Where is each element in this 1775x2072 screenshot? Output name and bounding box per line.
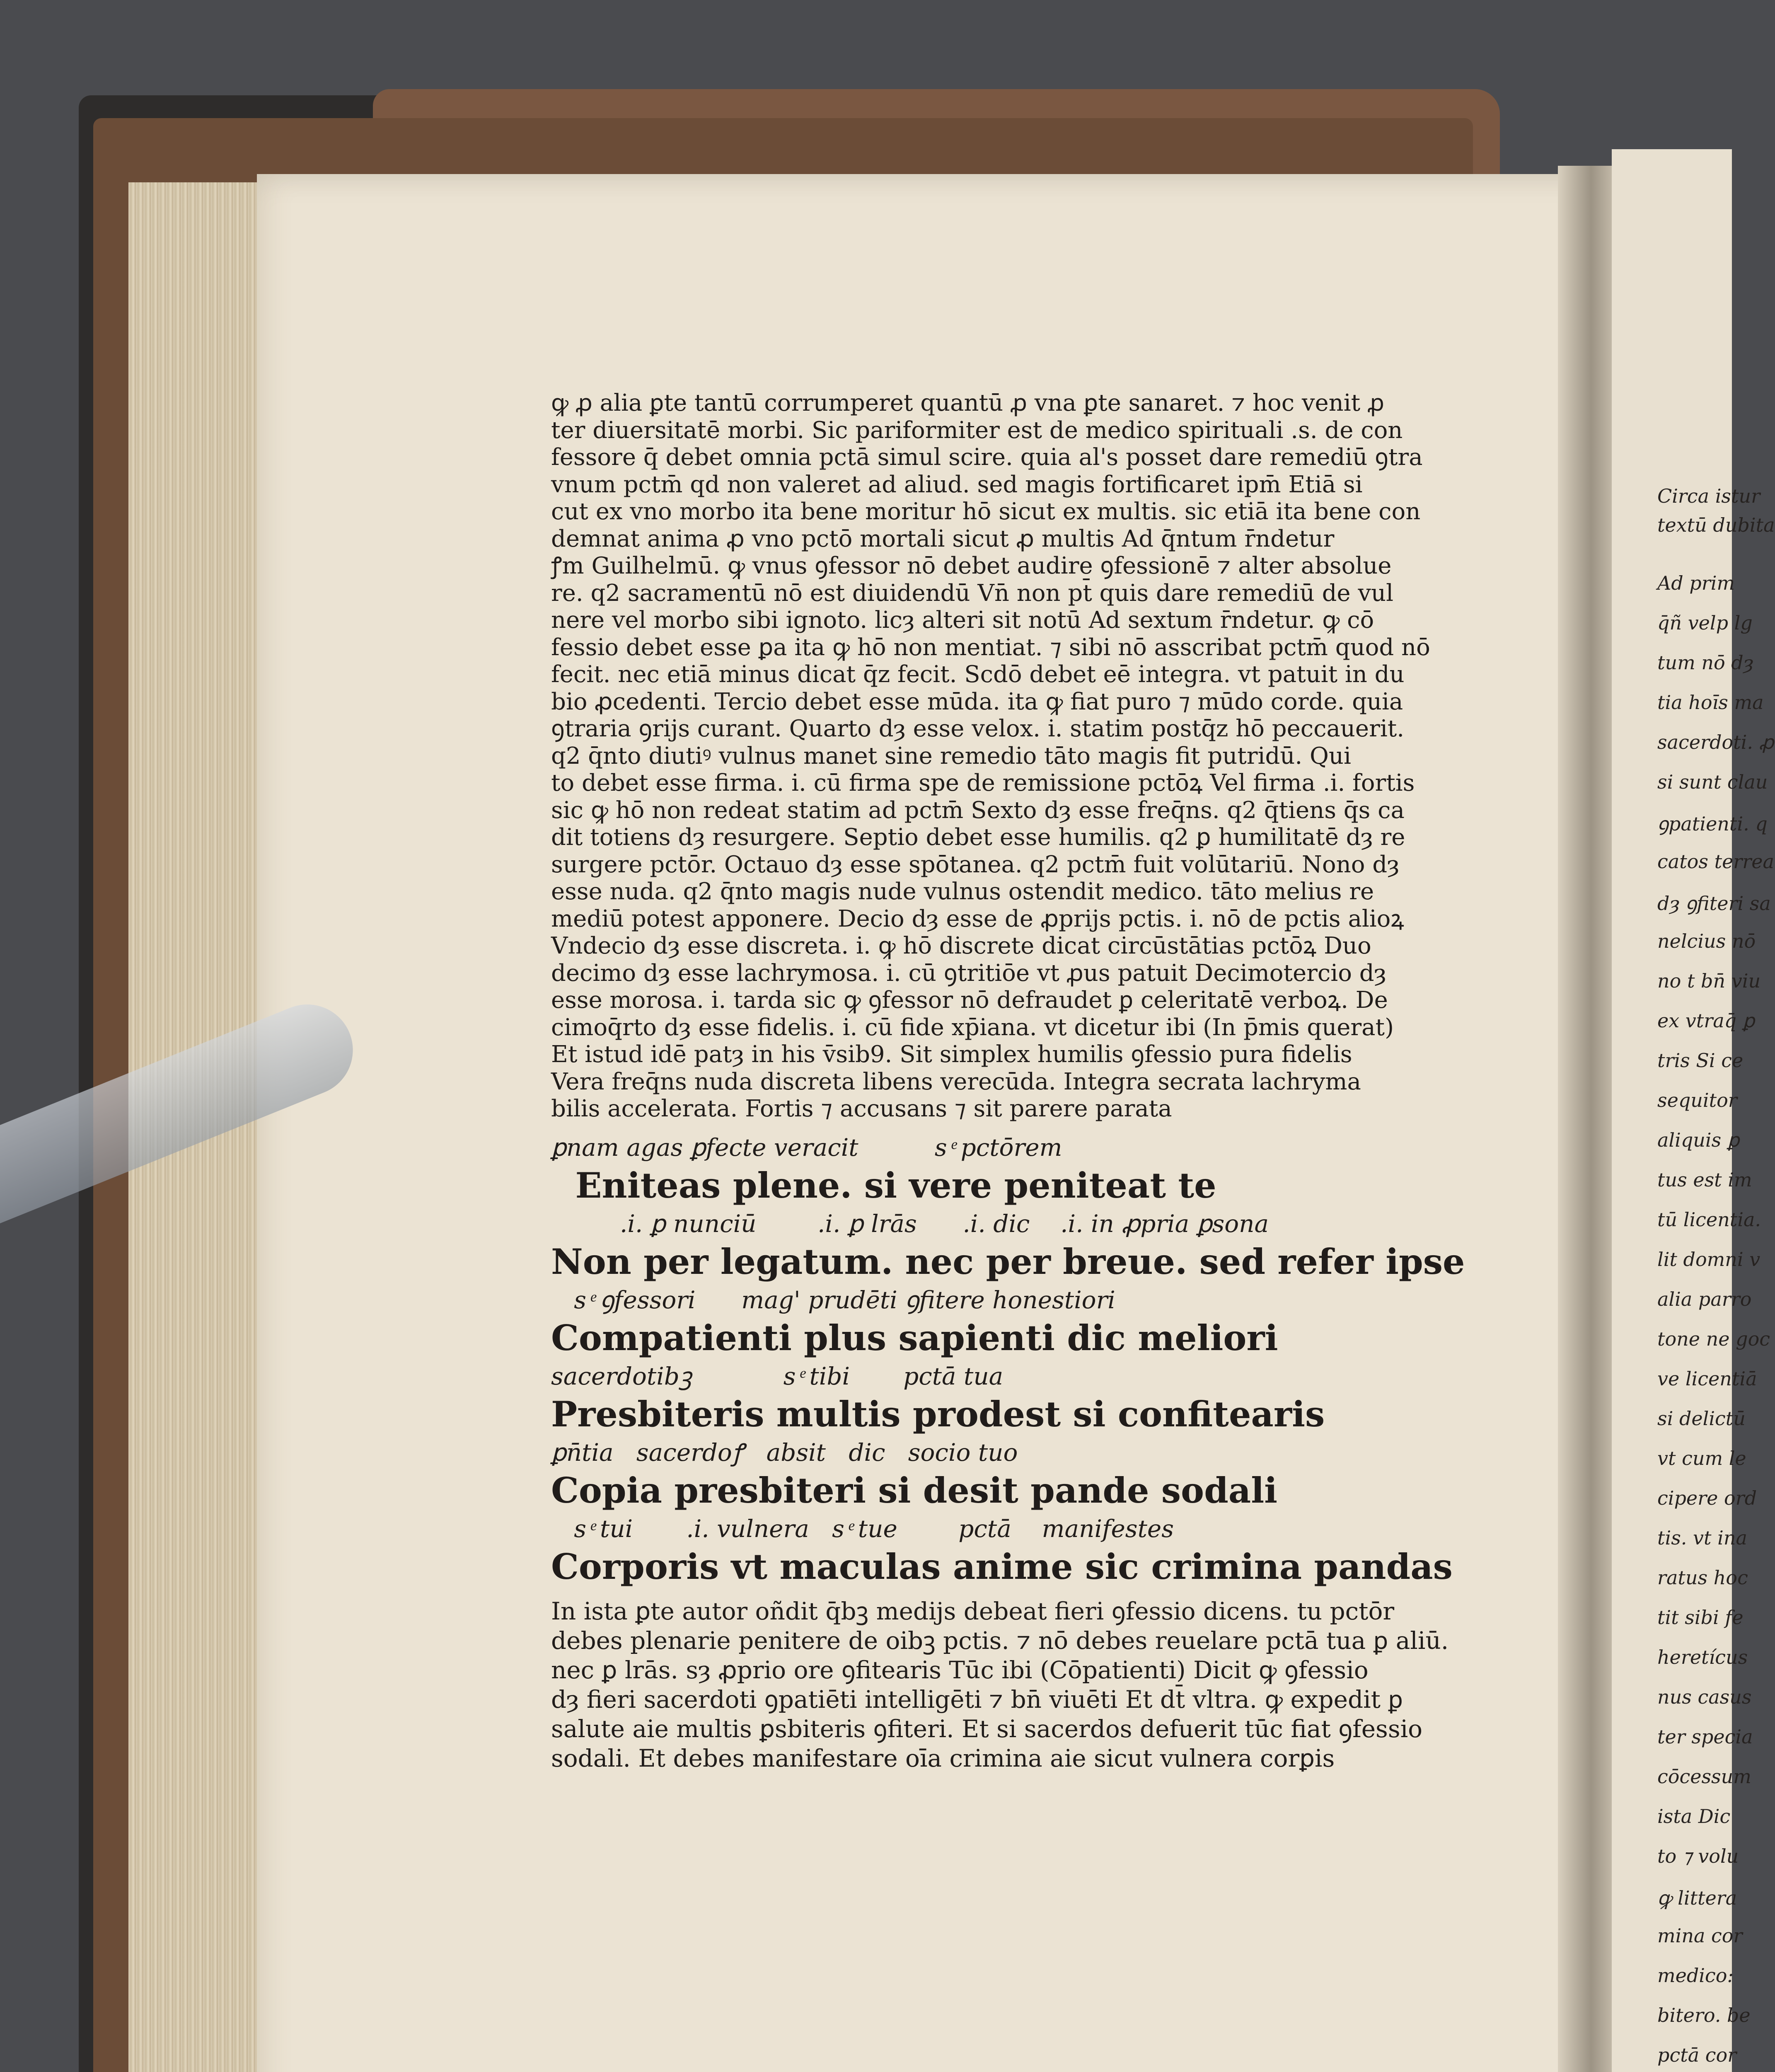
verse-line: Non per legatum. nec per breue. sed refer ipse [551, 1241, 1465, 1282]
right-page-fragment: medico: [1657, 1964, 1734, 1987]
commentary-top-line: mediū potest apponere. Decio dȝ esse de ꝓprijs pctis. i. nō de pctis alioꝝ [551, 905, 1404, 932]
right-page-fragment: ter specia [1657, 1726, 1753, 1748]
right-page-fragment: cipere ord [1657, 1487, 1757, 1509]
right-page-fragment: heretícus [1657, 1646, 1748, 1668]
commentary-bottom [551, 1597, 1449, 1773]
interlinear-gloss: s ͤ ꝯfessori mag' prudēti ꝯfitere honestiori [551, 1285, 1115, 1314]
commentary-top-line: fessore q̄ debet omnia pctā simul scire. quia al's posset dare remediū ꝯtra [551, 444, 1423, 471]
commentary-bottom-line: In ista ꝑte autor oñdit q̄bꝫ medijs debeat fieri ꝯfessio dicens. tu pctōr [551, 1597, 1395, 1625]
right-page-fragment: tia hoīs ma [1657, 691, 1764, 714]
commentary-top-line: to debet esse firma. i. cū firma spe de remissione pctōꝝ Vel firma .i. fortis [551, 770, 1415, 796]
commentary-top-line: cut ex vno morbo ita bene moritur hō sicut ex multis. sic etiā ita bene con [551, 498, 1421, 525]
commentary-top-line: decimo dȝ esse lachrymosa. i. cū ꝯtritiōe vt ꝓus patuit Decimotercio dȝ [551, 959, 1386, 987]
right-page-fragment: tone ne goc [1657, 1328, 1770, 1350]
commentary-top-line: dit totiens dȝ resurgere. Septio debet esse humilis. q2 ꝑ humilitatē dȝ re [551, 824, 1405, 851]
commentary-top-line: fecit. nec etiā minus dicat q̄z fecit. Scdō debet eē integra. vt patuit in du [551, 661, 1405, 688]
commentary-top-line: esse nuda. q2 q̄nto magis nude vulnus ostendit medico. tāto melius re [551, 878, 1374, 905]
commentary-top-line: esse morosa. i. tarda sic ꝙ ꝯfessor nō defraudet ꝑ celeritatē verboꝝ. De [551, 987, 1388, 1014]
right-page-fragment: nus casus [1657, 1686, 1752, 1708]
verse-line: Presbiteris multis prodest si confitearis [551, 1393, 1325, 1435]
right-page-fragment: q̄ñ velp lg [1657, 612, 1753, 634]
right-page-fragment: alia parro [1657, 1288, 1752, 1310]
right-page [1612, 149, 1775, 2072]
right-page-fragment: sequitor [1657, 1089, 1737, 1111]
interlinear-gloss: ꝑnam agas ꝑfecte veracit s ͤ pctōrem [551, 1133, 1062, 1162]
right-page-fragment: ꝙ littera [1657, 1887, 1737, 1909]
right-page-fragment: tum nō dȝ [1657, 651, 1753, 674]
commentary-top-line: ꝙ ꝓ alia ꝑte tantū corrumperet quantū ꝓ vna ꝑte sanaret. ⁊ hoc venit ꝓ [551, 390, 1384, 416]
commentary-top-line: q2 q̄nto diutiꝰ vulnus manet sine remedio tāto magis fit putridū. Qui [551, 742, 1351, 770]
main-text-block [551, 390, 1465, 1773]
commentary-top-line: ꝯtraria ꝯrijs curant. Quarto dȝ esse velox. i. statim postq̄z hō peccauerit. [551, 715, 1405, 742]
right-page-fragment: textū dubita [1657, 514, 1775, 536]
verse-line: Copia presbiteri si desit pande sodali [551, 1469, 1278, 1511]
commentary-top [551, 390, 1429, 1123]
interlinear-gloss: s ͤ tui .i. vulnera s ͤ tue pctā manifestes [551, 1514, 1174, 1543]
right-page-fragment: cōcessum [1657, 1765, 1751, 1788]
right-page-fragment: pctā cor [1657, 2044, 1737, 2066]
commentary-top-line: ꝭm Guilhelmū. ꝙ vnus ꝯfessor nō debet audire ꝯfessionē ⁊ alter absolue [551, 552, 1392, 579]
right-page-fragment: Circa istur [1657, 485, 1760, 507]
right-page-fragment: tris Si ce [1657, 1049, 1744, 1072]
commentary-top-line: sic ꝙ hō non redeat statim ad pctm̄ Sexto dȝ esse freq̄ns. q2 q̄tiens q̄s ca [551, 796, 1405, 824]
commentary-bottom-line: sodali. Et debes manifestare oīa crimina aie sicut vulnera corꝑis [551, 1744, 1335, 1772]
commentary-top-line: re. q2 sacramentū nō est diuidendū Vn̄ non pt̄ quis dare remediū de vul [551, 579, 1393, 607]
verse-line: Eniteas plene. si vere peniteat te [551, 1164, 1216, 1206]
right-page-fragment: aliquis ꝑ [1657, 1129, 1740, 1151]
commentary-top-line: surgere pctōr. Octauo dȝ esse spōtanea. q2 pctm̄ fuit volūtariū. Nono dȝ [551, 851, 1400, 878]
right-page-fragment: si delictū [1657, 1407, 1746, 1430]
commentary-bottom-line: dȝ fieri sacerdoti ꝯpatiēti intelligēti ⁊ bn̄ viuēti Et dt̄ vltra. ꝙ expedit ꝑ [551, 1685, 1403, 1714]
commentary-top-line: Vndecio dȝ esse discreta. i. ꝙ hō discrete dicat circūstātias pctōꝝ Duo [551, 932, 1371, 959]
right-page-fragment: vt cum le [1657, 1447, 1746, 1469]
commentary-bottom-line: nec ꝑ lrās. sȝ ꝓprio ore ꝯfitearis Tūc ibi (Cōpatienti) Dicit ꝙ ꝯfessio [551, 1656, 1369, 1684]
right-page-fragment: dȝ ꝯfiteri sa [1657, 892, 1771, 915]
interlinear-gloss: .i. ꝑ nunciū .i. ꝑ lrās .i. dic .i. in ꝓpria ꝑsona [551, 1209, 1269, 1238]
interlinear-gloss: sacerdotibꝫ s ͤ tibi pctā tua [551, 1362, 1004, 1390]
commentary-top-line: bilis accelerata. Fortis ⁊ accusans ⁊ sit parere parata [551, 1095, 1172, 1122]
right-page-fragment: tis. vt ina [1657, 1527, 1747, 1549]
commentary-bottom-line: salute aie multis ꝑsbiteris ꝯfiteri. Et si sacerdos defuerit tūc fiat ꝯfessio [551, 1714, 1423, 1743]
right-page-fragment: to ⁊ volu [1657, 1845, 1739, 1867]
commentary-top-line: bio ꝓcedenti. Tercio debet esse mūda. ita ꝙ fiat puro ⁊ mūdo corde. quia [551, 688, 1403, 715]
verse-line: Corporis vt maculas anime sic crimina pandas [551, 1546, 1453, 1587]
right-page-fragment: nelcius nō [1657, 930, 1756, 952]
commentary-top-line: demnat anima ꝓ vno pctō mortali sicut ꝓ multis Ad q̄ntum r̄ndetur [551, 525, 1335, 552]
right-page-fragment: si sunt clau [1657, 771, 1768, 793]
right-page-fragment: ve licentiā [1657, 1368, 1757, 1390]
right-page-fragment: sacerdoti. ꝓ [1657, 731, 1774, 753]
right-page-fragment: tit sibi fe [1657, 1606, 1744, 1629]
commentary-top-line: fessio debet esse ꝑa ita ꝙ hō non mentiat. ⁊ sibi nō asscribat pctm̄ quod nō [551, 634, 1430, 661]
right-page-fragment: bitero. be [1657, 2004, 1751, 2026]
right-page-fragment: mina cor [1657, 1924, 1743, 1947]
verse-block [551, 1131, 1465, 1588]
interlinear-gloss: ꝑn̄tia sacerdoꝭ absit dic socio tuo [551, 1438, 1018, 1467]
verse-line: Compatienti plus sapienti dic meliori [551, 1317, 1278, 1358]
commentary-top-line: nere vel morbo sibi ignoto. licȝ alteri sit notū Ad sextum r̄ndetur. ꝙ cō [551, 607, 1374, 634]
right-page-fragment: ista Dic [1657, 1805, 1731, 1828]
commentary-top-line: ter diuersitatē morbi. Sic pariformiter est de medico spirituali .s. de con [551, 416, 1403, 444]
right-page-fragment: ꝯpatienti. q [1657, 813, 1768, 835]
right-page-fragment: ratus hoc [1657, 1566, 1748, 1589]
right-page-fragment: Ad prim [1657, 572, 1735, 594]
commentary-top-line: Vera freq̄ns nuda discreta libens verecūda. Integra secrata lachryma [551, 1068, 1361, 1095]
right-page-fragment: no t bn̄ viu [1657, 970, 1761, 992]
right-page-fragment: lit domni v [1657, 1248, 1760, 1271]
commentary-top-line: Et istud idē patȝ in his v̄sib9. Sit simplex humilis ꝯfessio pura fidelis [551, 1041, 1352, 1068]
right-page-fragment: tus est im [1657, 1169, 1752, 1191]
right-page-fragment: catos terrea [1657, 850, 1774, 873]
commentary-top-line: cimoq̄rto dȝ esse fidelis. i. cū fide xp̄iana. vt dicetur ibi (In p̄mis querat) [551, 1014, 1394, 1041]
commentary-top-line: vnum pctm̄ qd non valeret ad aliud. sed magis fortificaret ipm̄ Etiā si [551, 471, 1363, 498]
right-page-fragment: tū licentia. [1657, 1208, 1761, 1231]
right-page-fragment: ex vtraq̄ ꝑ [1657, 1009, 1755, 1032]
commentary-bottom-line: debes plenarie penitere de oibꝫ pctis. ⁊ nō debes reuelare pctā tua ꝑ aliū. [551, 1626, 1449, 1655]
